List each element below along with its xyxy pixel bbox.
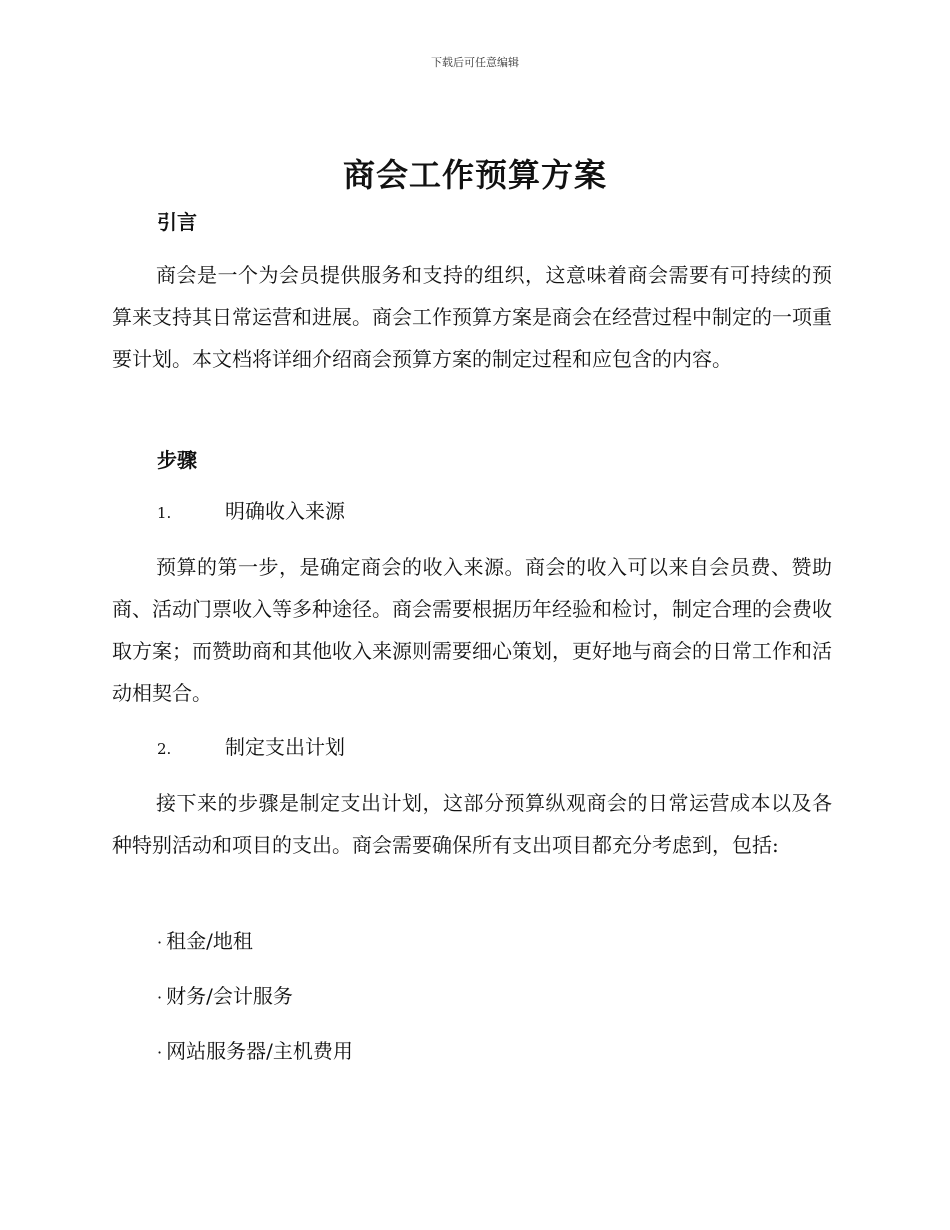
step-2-paragraph: 接下来的步骤是制定支出计划，这部分预算纵观商会的日常运营成本以及各种特别活动和项目的支出。商会需要确保所有支出项目都充分考虑到，包括: (112, 791, 832, 857)
step-1-item (157, 496, 345, 528)
step-1-number: 1. (157, 504, 172, 522)
steps-heading: 步骤 (157, 448, 197, 472)
bullet-text: 财务/会计服务 (166, 984, 293, 1008)
document-title: 商会工作预算方案 (342, 156, 607, 194)
header-note: 下载后可任意编辑 (431, 56, 519, 69)
bullet-dot-icon: · (157, 1043, 163, 1062)
bullet-text: 租金/地租 (166, 929, 253, 953)
bullet-dot-icon: · (157, 933, 163, 952)
step-1-paragraph: 预算的第一步，是确定商会的收入来源。商会的收入可以来自会员费、赞助商、活动门票收入等多种途径。商会需要根据历年经验和检讨，制定合理的会费收取方案；而赞助商和其他收入来源则需要细心策划，更好地与商会的日常工作和活动相契合。 (112, 555, 832, 705)
step-2-item (157, 732, 345, 764)
bullet-item (157, 1036, 353, 1068)
step-1-label: 明确收入来源 (225, 499, 345, 523)
bullet-item (157, 926, 253, 958)
bullet-item (157, 981, 293, 1013)
intro-paragraph: 商会是一个为会员提供服务和支持的组织，这意味着商会需要有可持续的预算来支持其日常运营和进展。商会工作预算方案是商会在经营过程中制定的一项重要计划。本文档将详细介绍商会预算方案的制定过程和应包含的内容。 (112, 263, 832, 371)
step-2-number: 2. (157, 740, 172, 758)
bullet-text: 网站服务器/主机费用 (166, 1039, 353, 1063)
bullet-dot-icon: · (157, 988, 163, 1007)
intro-heading: 引言 (157, 210, 197, 234)
step-2-label: 制定支出计划 (225, 735, 345, 759)
